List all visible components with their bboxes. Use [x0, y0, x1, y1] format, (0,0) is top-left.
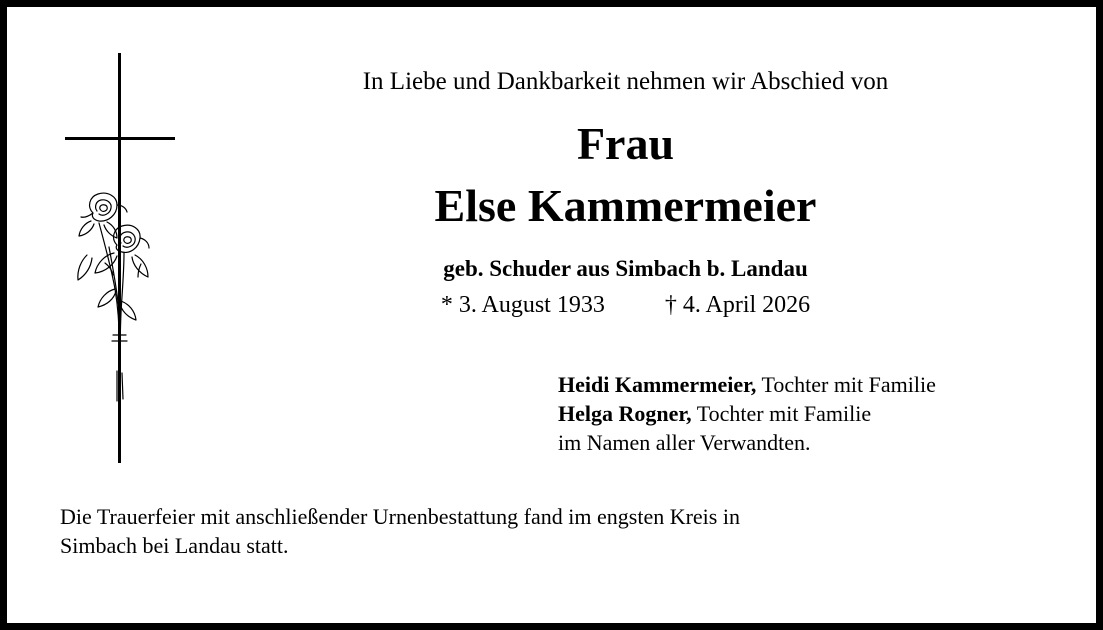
intro-line: In Liebe und Dankbarkeit nehmen wir Abschied von [362, 68, 889, 95]
maiden-name-line: geb. Schuder aus Simbach b. Landau [443, 256, 808, 281]
funeral-note-line-1: Die Trauerfeier mit anschließender Urnenbestattung fand im engsten Kreis in [60, 504, 740, 529]
life-dates [203, 290, 1048, 320]
obituary-notice [7, 7, 1096, 623]
death-date: † 4. April 2026 [664, 292, 811, 318]
mourners-list [558, 370, 1058, 457]
birth-date: * 3. August 1933 [440, 292, 605, 318]
deceased-name: Else Kammermeier [434, 180, 817, 231]
rose-bouquet-icon [69, 185, 179, 415]
salutation: Frau [576, 118, 675, 169]
funeral-note [60, 502, 1050, 560]
mourner-relation: Tochter mit Familie [756, 372, 936, 397]
list-item [558, 399, 1058, 428]
funeral-note-line-2: Simbach bei Landau statt. [60, 533, 289, 558]
list-item [558, 370, 1058, 399]
cross-and-roses-artwork [59, 45, 189, 470]
closing-line: im Namen aller Verwandten. [558, 430, 811, 455]
cross-icon-crossbar [65, 137, 175, 140]
mourner-name: Helga Rogner, [558, 401, 692, 426]
mourner-relation: Tochter mit Familie [691, 401, 872, 426]
mourner-name: Heidi Kammermeier, [558, 372, 757, 397]
